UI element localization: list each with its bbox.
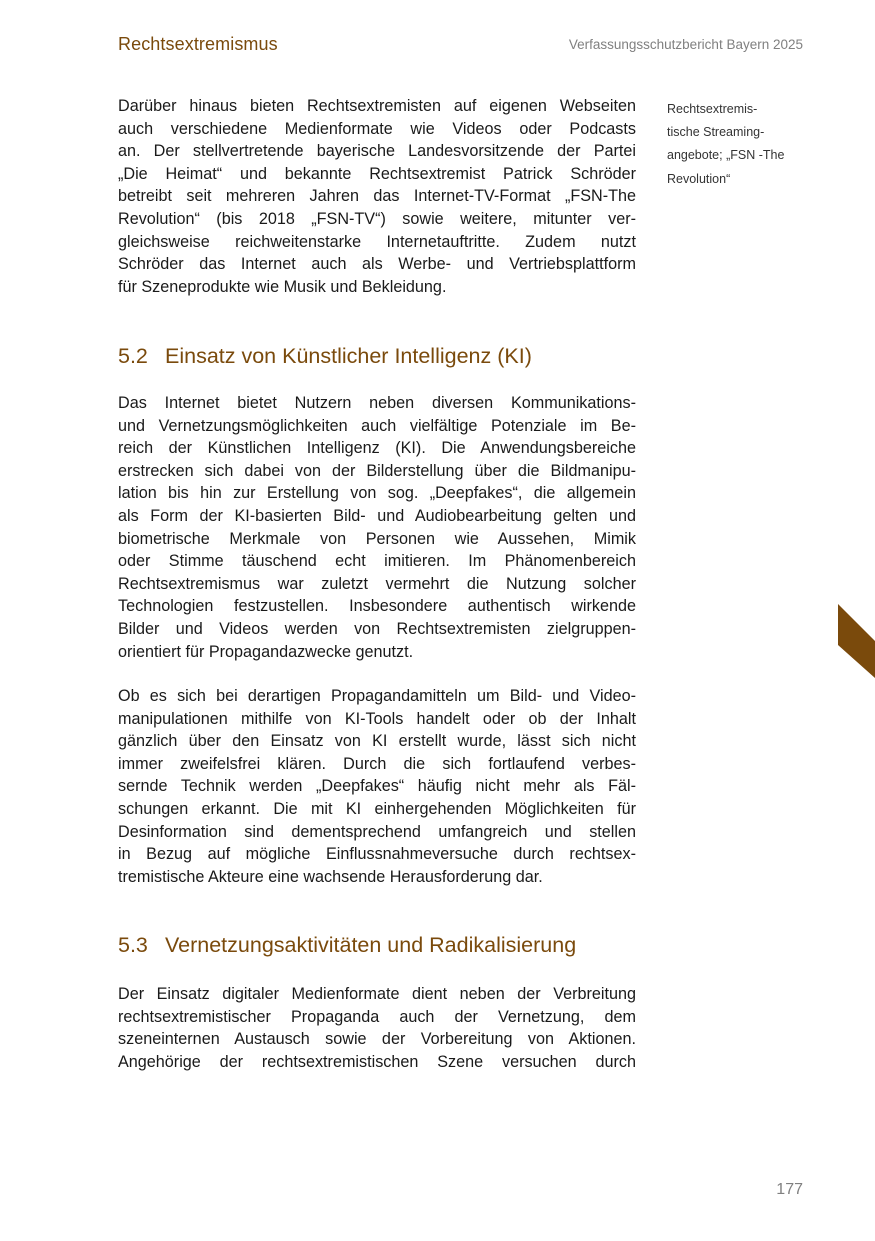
text-line: Bilder und Videos werden von Rechtsextremisten zielgruppen- (118, 619, 636, 638)
text-line: Darüber hinaus bieten Rechtsextremisten auf eigenen Webseiten (118, 97, 636, 115)
running-header-section: Rechtsextremismus (118, 34, 278, 54)
paragraph-vernetzung (118, 983, 636, 1073)
section-number: 5.3 (118, 933, 148, 957)
text-line: Angehörige der rechtsextremistischen Szene versuchen durch (118, 1052, 636, 1071)
margin-note-line: tische Streaming- (667, 125, 765, 140)
text-line: und Vernetzungsmöglichkeiten auch vielfältige Potenziale im Be- (118, 416, 636, 435)
text-line: Rechtsextremismus war zuletzt vermehrt die Nutzung solcher (118, 574, 636, 593)
text-line: sernde Technik werden „Deepfakes“ häufig nicht mehr als Fäl- (118, 777, 636, 796)
text-line: für Szeneprodukte wie Musik und Bekleidung. (118, 277, 447, 296)
text-line: betreibt seit mehreren Jahren das Internet-TV-Format „FSN-The (118, 187, 636, 206)
text-line: Der Einsatz digitaler Medienformate dient neben der Verbreitung (118, 985, 636, 1003)
chapter-tab-marker (838, 604, 875, 678)
text-line: Ob es sich bei derartigen Propagandamitteln um Bild- und Video- (118, 687, 636, 705)
text-line: erstrecken sich dabei von der Bilderstellung über die Bildmanipu- (118, 461, 636, 480)
running-header-publication: Verfassungsschutzbericht Bayern 2025 (568, 37, 803, 52)
paragraph-ki-intro (118, 392, 636, 663)
margin-note-line: Rechtsextremis- (667, 102, 758, 116)
section-heading-5-3 (118, 933, 576, 958)
text-line: reich der Künstlichen Intelligenz (KI). Die Anwendungsbereiche (118, 439, 636, 458)
text-line: rechtsextremistischer Propaganda auch der Vernetzung, dem (118, 1007, 636, 1026)
text-line: szeneinternen Austausch sowie der Vorbereitung von Aktionen. (118, 1030, 636, 1049)
paragraph-streaming (118, 95, 636, 298)
text-line: lation bis hin zur Erstellung von sog. „Deepfakes“, die allgemein (118, 484, 636, 503)
text-line: als Form der KI-basierten Bild- und Audiobearbeitung gelten und (118, 506, 636, 525)
section-number: 5.2 (118, 344, 148, 368)
text-line: auch verschiedene Medienformate wie Videos oder Podcasts (118, 119, 636, 138)
text-line: tremistische Akteure eine wachsende Herausforderung dar. (118, 867, 543, 886)
margin-note-line: Revolution“ (667, 171, 731, 186)
text-line: in Bezug auf mögliche Einflussnahmeversuche durch rechtsex- (118, 845, 636, 864)
text-line: Technologien festzustellen. Insbesondere authentisch wirkende (118, 597, 636, 616)
margin-note (667, 98, 817, 191)
text-line: an. Der stellvertretende bayerische Landesvorsitzende der Partei (118, 142, 636, 161)
paragraph-deepfakes (118, 685, 636, 888)
text-line: immer zweifelsfrei klären. Durch die sich fortlaufend verbes- (118, 754, 636, 773)
page-number: 177 (776, 1181, 803, 1198)
text-line: orientiert für Propagandazwecke genutzt. (118, 642, 414, 661)
text-line: Schröder das Internet auch als Werbe- und Vertriebsplattform (118, 255, 636, 274)
section-title: Vernetzungsaktivitäten und Radikalisierung (165, 933, 577, 957)
text-line: „Die Heimat“ und bekannte Rechtsextremist Patrick Schröder (118, 164, 636, 183)
section-heading-5-2 (118, 344, 532, 369)
section-title: Einsatz von Künstlicher Intelligenz (KI) (165, 344, 532, 368)
text-line: oder Stimme täuschend echt imitieren. Im Phänomenbereich (118, 552, 636, 571)
text-line: Desinformation sind dementsprechend umfangreich und stellen (118, 822, 636, 841)
text-line: schungen erkannt. Die mit KI einhergehenden Möglichkeiten für (118, 799, 636, 818)
text-line: manipulationen mithilfe von KI-Tools handelt oder ob der Inhalt (118, 709, 636, 728)
text-line: Das Internet bietet Nutzern neben diversen Kommunikations- (118, 394, 636, 412)
text-line: gänzlich über den Einsatz von KI erstellt wurde, lässt sich nicht (118, 732, 636, 751)
text-line: biometrische Merkmale von Personen wie Aussehen, Mimik (118, 529, 636, 548)
text-line: gleichsweise reichweitenstarke Internetauftritte. Zudem nutzt (118, 232, 636, 251)
text-line: Revolution“ (bis 2018 „FSN-TV“) sowie weitere, mitunter ver- (118, 209, 636, 228)
margin-note-line: angebote; „FSN -The (667, 148, 785, 163)
